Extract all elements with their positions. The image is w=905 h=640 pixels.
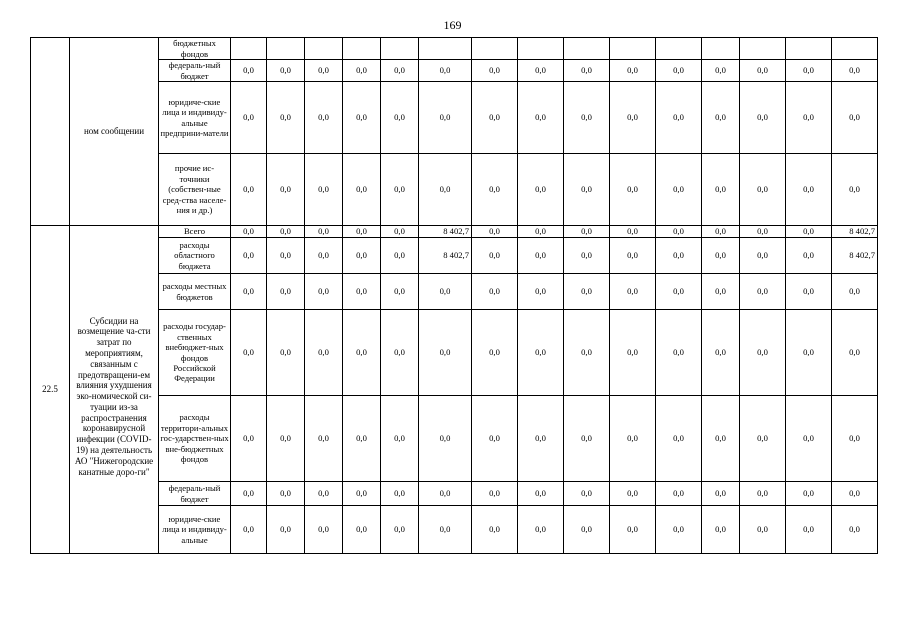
value-cell: 0,0 [267, 310, 305, 396]
value-cell: 0,0 [231, 310, 267, 396]
value-cell: 0,0 [343, 154, 381, 226]
funding-source-cell: федераль-ный бюджет [159, 482, 231, 506]
value-cell: 0,0 [832, 82, 878, 154]
value-cell: 0,0 [564, 82, 610, 154]
value-cell [381, 38, 419, 60]
value-cell: 0,0 [832, 60, 878, 82]
value-cell [786, 38, 832, 60]
value-cell [740, 38, 786, 60]
value-cell: 0,0 [518, 82, 564, 154]
value-cell: 0,0 [472, 82, 518, 154]
value-cell: 0,0 [419, 396, 472, 482]
value-cell: 0,0 [381, 310, 419, 396]
value-cell [832, 38, 878, 60]
value-cell: 0,0 [610, 310, 656, 396]
table-row [31, 238, 878, 274]
value-cell: 0,0 [656, 154, 702, 226]
funding-source-cell: расходы областного бюджета [159, 238, 231, 274]
value-cell: 0,0 [343, 226, 381, 238]
value-cell [419, 38, 472, 60]
value-cell: 0,0 [231, 238, 267, 274]
value-cell: 0,0 [656, 310, 702, 396]
value-cell: 0,0 [656, 274, 702, 310]
value-cell: 8 402,7 [832, 226, 878, 238]
value-cell [702, 38, 740, 60]
value-cell: 0,0 [610, 274, 656, 310]
value-cell: 0,0 [656, 82, 702, 154]
value-cell: 0,0 [702, 60, 740, 82]
value-cell: 0,0 [518, 60, 564, 82]
value-cell: 0,0 [740, 274, 786, 310]
value-cell: 0,0 [610, 506, 656, 554]
value-cell: 0,0 [343, 274, 381, 310]
value-cell: 0,0 [231, 506, 267, 554]
value-cell: 0,0 [267, 506, 305, 554]
table-row [31, 154, 878, 226]
table-row [31, 482, 878, 506]
budget-table [30, 37, 878, 554]
value-cell: 0,0 [564, 274, 610, 310]
value-cell: 0,0 [786, 396, 832, 482]
value-cell: 0,0 [832, 396, 878, 482]
value-cell: 0,0 [472, 506, 518, 554]
value-cell: 0,0 [518, 154, 564, 226]
value-cell: 0,0 [740, 82, 786, 154]
table-row [31, 506, 878, 554]
value-cell: 0,0 [231, 226, 267, 238]
value-cell [518, 38, 564, 60]
value-cell: 0,0 [381, 482, 419, 506]
value-cell: 8 402,7 [419, 238, 472, 274]
value-cell: 0,0 [702, 82, 740, 154]
value-cell: 0,0 [656, 238, 702, 274]
funding-source-cell: прочие ис-точники (собствен-ные сред-ства населе-ния и др.) [159, 154, 231, 226]
value-cell: 0,0 [832, 310, 878, 396]
value-cell: 0,0 [832, 506, 878, 554]
value-cell: 0,0 [267, 274, 305, 310]
value-cell: 0,0 [832, 274, 878, 310]
value-cell: 0,0 [305, 482, 343, 506]
value-cell: 0,0 [305, 274, 343, 310]
value-cell: 0,0 [610, 396, 656, 482]
value-cell: 0,0 [231, 482, 267, 506]
funding-source-cell: федераль-ный бюджет [159, 60, 231, 82]
value-cell: 0,0 [472, 226, 518, 238]
value-cell: 0,0 [656, 396, 702, 482]
value-cell: 0,0 [518, 310, 564, 396]
value-cell: 0,0 [267, 60, 305, 82]
value-cell: 0,0 [305, 60, 343, 82]
value-cell: 0,0 [267, 226, 305, 238]
value-cell: 0,0 [610, 60, 656, 82]
value-cell: 0,0 [381, 226, 419, 238]
funding-source-cell: бюджетных фондов [159, 38, 231, 60]
value-cell: 0,0 [381, 238, 419, 274]
table-row [31, 396, 878, 482]
item-name-cell: ном сообщении [70, 38, 159, 226]
value-cell: 0,0 [419, 274, 472, 310]
value-cell: 0,0 [305, 310, 343, 396]
value-cell: 0,0 [472, 482, 518, 506]
value-cell: 0,0 [740, 506, 786, 554]
value-cell: 8 402,7 [419, 226, 472, 238]
value-cell: 0,0 [702, 154, 740, 226]
value-cell: 0,0 [305, 154, 343, 226]
value-cell: 0,0 [702, 238, 740, 274]
value-cell: 0,0 [381, 154, 419, 226]
value-cell: 0,0 [343, 482, 381, 506]
value-cell: 0,0 [381, 82, 419, 154]
value-cell: 0,0 [740, 482, 786, 506]
funding-source-cell: расходы территори-альных гос-ударствен-ных вне-бюджетных фондов [159, 396, 231, 482]
value-cell: 0,0 [702, 506, 740, 554]
value-cell: 0,0 [740, 226, 786, 238]
value-cell: 0,0 [610, 238, 656, 274]
value-cell: 0,0 [343, 506, 381, 554]
value-cell: 0,0 [419, 482, 472, 506]
value-cell: 0,0 [419, 506, 472, 554]
value-cell: 0,0 [305, 82, 343, 154]
value-cell: 0,0 [564, 396, 610, 482]
value-cell: 0,0 [472, 396, 518, 482]
value-cell: 0,0 [786, 506, 832, 554]
value-cell: 0,0 [702, 310, 740, 396]
value-cell: 0,0 [419, 154, 472, 226]
value-cell: 0,0 [564, 238, 610, 274]
value-cell: 0,0 [656, 60, 702, 82]
value-cell: 0,0 [472, 274, 518, 310]
value-cell [305, 38, 343, 60]
page-number: 169 [443, 18, 462, 32]
value-cell: 0,0 [786, 154, 832, 226]
value-cell: 0,0 [419, 60, 472, 82]
value-cell: 0,0 [305, 226, 343, 238]
table-row [31, 274, 878, 310]
value-cell: 0,0 [656, 506, 702, 554]
value-cell [564, 38, 610, 60]
value-cell: 8 402,7 [832, 238, 878, 274]
value-cell: 0,0 [518, 226, 564, 238]
value-cell: 0,0 [267, 482, 305, 506]
table-row [31, 226, 878, 238]
value-cell: 0,0 [472, 310, 518, 396]
value-cell: 0,0 [381, 506, 419, 554]
value-cell: 0,0 [656, 482, 702, 506]
table-row [31, 60, 878, 82]
value-cell: 0,0 [740, 60, 786, 82]
value-cell: 0,0 [702, 396, 740, 482]
value-cell: 0,0 [343, 60, 381, 82]
value-cell: 0,0 [740, 396, 786, 482]
value-cell: 0,0 [231, 154, 267, 226]
value-cell: 0,0 [472, 238, 518, 274]
value-cell: 0,0 [786, 60, 832, 82]
value-cell: 0,0 [231, 396, 267, 482]
value-cell: 0,0 [610, 482, 656, 506]
value-cell: 0,0 [472, 60, 518, 82]
value-cell: 0,0 [305, 238, 343, 274]
item-number-cell [31, 38, 70, 226]
value-cell: 0,0 [564, 60, 610, 82]
funding-source-cell: расходы местных бюджетов [159, 274, 231, 310]
value-cell [610, 38, 656, 60]
value-cell: 0,0 [343, 310, 381, 396]
value-cell: 0,0 [564, 482, 610, 506]
value-cell [656, 38, 702, 60]
value-cell [231, 38, 267, 60]
value-cell: 0,0 [564, 154, 610, 226]
value-cell: 0,0 [305, 506, 343, 554]
value-cell: 0,0 [518, 482, 564, 506]
funding-source-cell: Всего [159, 226, 231, 238]
value-cell: 0,0 [267, 82, 305, 154]
value-cell: 0,0 [610, 82, 656, 154]
table-row [31, 38, 878, 60]
value-cell: 0,0 [518, 238, 564, 274]
value-cell: 0,0 [832, 154, 878, 226]
value-cell: 0,0 [518, 274, 564, 310]
value-cell: 0,0 [381, 396, 419, 482]
value-cell: 0,0 [740, 238, 786, 274]
value-cell: 0,0 [564, 226, 610, 238]
value-cell: 0,0 [305, 396, 343, 482]
value-cell: 0,0 [610, 226, 656, 238]
value-cell: 0,0 [518, 506, 564, 554]
value-cell: 0,0 [343, 238, 381, 274]
value-cell: 0,0 [702, 226, 740, 238]
funding-source-cell: юридиче-ские лица и индивиду-альные [159, 506, 231, 554]
value-cell: 0,0 [786, 274, 832, 310]
value-cell: 0,0 [786, 310, 832, 396]
value-cell: 0,0 [419, 82, 472, 154]
value-cell: 0,0 [740, 154, 786, 226]
value-cell: 0,0 [702, 274, 740, 310]
value-cell: 0,0 [610, 154, 656, 226]
value-cell [343, 38, 381, 60]
value-cell: 0,0 [564, 310, 610, 396]
value-cell: 0,0 [832, 482, 878, 506]
value-cell: 0,0 [419, 310, 472, 396]
value-cell [472, 38, 518, 60]
value-cell: 0,0 [343, 82, 381, 154]
table-row [31, 82, 878, 154]
funding-source-cell: юридиче-ские лица и индивиду-альные предприни-матели [159, 82, 231, 154]
value-cell: 0,0 [381, 274, 419, 310]
value-cell: 0,0 [267, 238, 305, 274]
value-cell [267, 38, 305, 60]
value-cell: 0,0 [702, 482, 740, 506]
value-cell: 0,0 [231, 60, 267, 82]
funding-source-cell: расходы государ-ственных внебюджет-ных фондов Российской Федерации [159, 310, 231, 396]
value-cell: 0,0 [267, 396, 305, 482]
item-name-cell: Субсидии на возмещение ча-сти затрат по мероприятиям, связанным с предотвращени-ем влияния ухудшения эко-номической си-туации из-за распространения коронавирусной инфекции (COVID-19) на деятельность АО "Нижегородские канатные доро-ги" [70, 226, 159, 554]
value-cell: 0,0 [740, 310, 786, 396]
value-cell: 0,0 [786, 226, 832, 238]
value-cell: 0,0 [564, 506, 610, 554]
value-cell: 0,0 [343, 396, 381, 482]
value-cell: 0,0 [267, 154, 305, 226]
value-cell: 0,0 [786, 482, 832, 506]
value-cell: 0,0 [786, 238, 832, 274]
value-cell: 0,0 [472, 154, 518, 226]
value-cell: 0,0 [231, 82, 267, 154]
value-cell: 0,0 [518, 396, 564, 482]
value-cell: 0,0 [231, 274, 267, 310]
value-cell: 0,0 [786, 82, 832, 154]
item-number-cell: 22.5 [31, 226, 70, 554]
table-row [31, 310, 878, 396]
value-cell: 0,0 [381, 60, 419, 82]
value-cell: 0,0 [656, 226, 702, 238]
